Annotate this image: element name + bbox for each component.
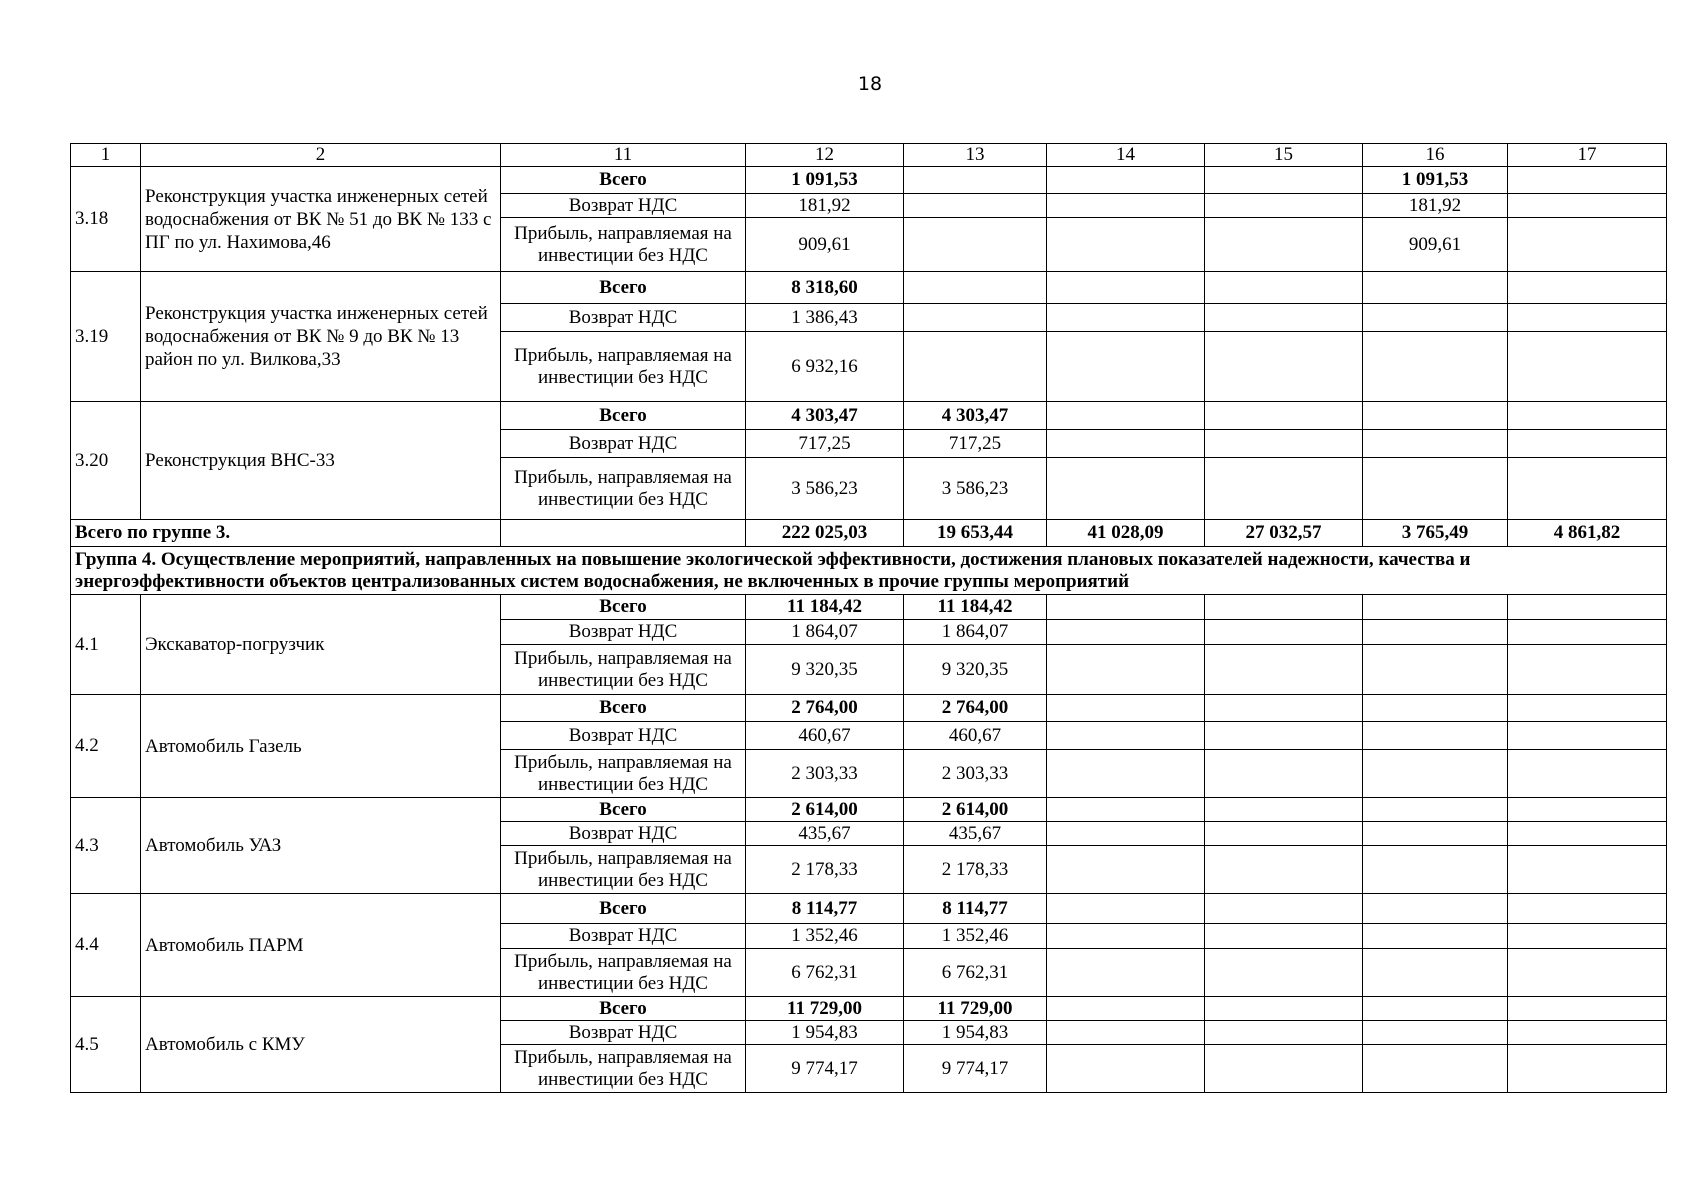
- value-cell: [1205, 430, 1363, 458]
- value-cell: [1508, 620, 1667, 645]
- group-total-value: 222 025,03: [746, 520, 904, 547]
- value-cell: [1363, 695, 1508, 722]
- value-cell: [1047, 620, 1205, 645]
- group-total-value: 4 861,82: [1508, 520, 1667, 547]
- item-code: 3.20: [71, 402, 141, 520]
- value-cell: 181,92: [746, 194, 904, 218]
- value-cell: [1047, 645, 1205, 695]
- value-cell: [1508, 822, 1667, 846]
- value-cell: 1 954,83: [904, 1021, 1047, 1045]
- value-cell: [904, 272, 1047, 304]
- value-cell: 11 729,00: [904, 997, 1047, 1021]
- value-cell: [1047, 332, 1205, 402]
- row-label: Возврат НДС: [501, 822, 746, 846]
- row-label: Прибыль, направляемая на инвестиции без НДС: [501, 645, 746, 695]
- value-cell: 1 864,07: [904, 620, 1047, 645]
- item-total-row: [71, 997, 1667, 1021]
- value-cell: [1047, 924, 1205, 949]
- value-cell: 1 864,07: [746, 620, 904, 645]
- value-cell: 8 114,77: [904, 894, 1047, 924]
- item-code: 4.3: [71, 798, 141, 894]
- value-cell: 460,67: [904, 722, 1047, 750]
- value-cell: 9 774,17: [746, 1045, 904, 1093]
- value-cell: [1363, 822, 1508, 846]
- row-label: Возврат НДС: [501, 194, 746, 218]
- value-cell: [1205, 218, 1363, 272]
- item-total-row: [71, 272, 1667, 304]
- value-cell: 1 091,53: [1363, 167, 1508, 194]
- value-cell: 2 614,00: [904, 798, 1047, 822]
- value-cell: 8 318,60: [746, 272, 904, 304]
- row-label: Возврат НДС: [501, 722, 746, 750]
- value-cell: [1205, 272, 1363, 304]
- value-cell: [1363, 1045, 1508, 1093]
- item-total-row: [71, 167, 1667, 194]
- value-cell: 717,25: [746, 430, 904, 458]
- value-cell: [1363, 645, 1508, 695]
- value-cell: [1047, 218, 1205, 272]
- value-cell: [1047, 1045, 1205, 1093]
- value-cell: [1047, 167, 1205, 194]
- value-cell: [1205, 798, 1363, 822]
- row-label: Возврат НДС: [501, 620, 746, 645]
- value-cell: [1508, 949, 1667, 997]
- row-label: Прибыль, направляемая на инвестиции без НДС: [501, 750, 746, 798]
- row-label: Возврат НДС: [501, 430, 746, 458]
- value-cell: [1047, 1021, 1205, 1045]
- value-cell: 1 352,46: [904, 924, 1047, 949]
- value-cell: [1047, 846, 1205, 894]
- group-total-value: 41 028,09: [1047, 520, 1205, 547]
- item-code: 3.18: [71, 167, 141, 272]
- value-cell: [1508, 332, 1667, 402]
- value-cell: [1363, 997, 1508, 1021]
- item-total-row: [71, 894, 1667, 924]
- item-total-row: [71, 595, 1667, 620]
- value-cell: [1508, 304, 1667, 332]
- value-cell: [904, 304, 1047, 332]
- value-cell: [1047, 822, 1205, 846]
- row-label: Всего: [501, 167, 746, 194]
- value-cell: [1508, 894, 1667, 924]
- value-cell: [904, 194, 1047, 218]
- value-cell: [1508, 1045, 1667, 1093]
- value-cell: [1508, 430, 1667, 458]
- column-header: 1: [71, 144, 141, 167]
- row-label: Возврат НДС: [501, 924, 746, 949]
- value-cell: [1363, 620, 1508, 645]
- row-label: Всего: [501, 798, 746, 822]
- item-name: Экскаватор-погрузчик: [141, 595, 501, 695]
- column-header: 15: [1205, 144, 1363, 167]
- value-cell: [1508, 218, 1667, 272]
- value-cell: [1363, 332, 1508, 402]
- value-cell: 1 352,46: [746, 924, 904, 949]
- value-cell: 2 303,33: [746, 750, 904, 798]
- value-cell: [1205, 402, 1363, 430]
- value-cell: [904, 167, 1047, 194]
- page-number: 18: [857, 73, 883, 95]
- value-cell: [1508, 695, 1667, 722]
- value-cell: 11 729,00: [746, 997, 904, 1021]
- column-header: 12: [746, 144, 904, 167]
- row-label: Возврат НДС: [501, 1021, 746, 1045]
- value-cell: 1 954,83: [746, 1021, 904, 1045]
- column-header: 13: [904, 144, 1047, 167]
- value-cell: [1363, 402, 1508, 430]
- value-cell: [1363, 595, 1508, 620]
- row-label: Всего: [501, 272, 746, 304]
- value-cell: [1047, 272, 1205, 304]
- value-cell: [1363, 846, 1508, 894]
- value-cell: [1205, 750, 1363, 798]
- value-cell: [1363, 798, 1508, 822]
- value-cell: [1508, 167, 1667, 194]
- row-label: Прибыль, направляемая на инвестиции без НДС: [501, 949, 746, 997]
- value-cell: 3 586,23: [904, 458, 1047, 520]
- value-cell: 4 303,47: [746, 402, 904, 430]
- value-cell: 909,61: [1363, 218, 1508, 272]
- item-total-row: [71, 695, 1667, 722]
- value-cell: [1047, 304, 1205, 332]
- value-cell: 460,67: [746, 722, 904, 750]
- value-cell: [1047, 894, 1205, 924]
- value-cell: [1508, 1021, 1667, 1045]
- value-cell: [1363, 750, 1508, 798]
- value-cell: [1205, 458, 1363, 520]
- value-cell: 181,92: [1363, 194, 1508, 218]
- value-cell: [1205, 194, 1363, 218]
- item-name: Автомобиль Газель: [141, 695, 501, 798]
- value-cell: [1363, 272, 1508, 304]
- value-cell: [1508, 595, 1667, 620]
- row-label: Прибыль, направляемая на инвестиции без НДС: [501, 846, 746, 894]
- group-title: Группа 4. Осуществление мероприятий, направленных на повышение экологической эффективности, достижения плановых показателей надежности, качества и энергоэффективности объектов централизованных систем водоснабжения, не включенных в прочие группы мероприятий: [71, 547, 1667, 595]
- value-cell: [1508, 722, 1667, 750]
- value-cell: [1363, 949, 1508, 997]
- value-cell: [1508, 798, 1667, 822]
- item-name: Реконструкция участка инженерных сетей водоснабжения от ВК № 51 до ВК № 133 с ПГ по ул. Нахимова,46: [141, 167, 501, 272]
- value-cell: [1047, 997, 1205, 1021]
- item-name: Автомобиль УАЗ: [141, 798, 501, 894]
- value-cell: [1205, 949, 1363, 997]
- column-number-row: [71, 144, 1667, 167]
- value-cell: [1508, 750, 1667, 798]
- group4-title-row: [71, 547, 1667, 595]
- value-cell: [1205, 304, 1363, 332]
- group-total-value: 3 765,49: [1363, 520, 1508, 547]
- value-cell: [1205, 846, 1363, 894]
- value-cell: [1047, 194, 1205, 218]
- value-cell: [1363, 1021, 1508, 1045]
- value-cell: [1508, 402, 1667, 430]
- investment-table: [70, 143, 1667, 1093]
- value-cell: 1 386,43: [746, 304, 904, 332]
- value-cell: [1508, 846, 1667, 894]
- value-cell: [1508, 272, 1667, 304]
- value-cell: [1047, 798, 1205, 822]
- item-total-row: [71, 402, 1667, 430]
- value-cell: [1205, 595, 1363, 620]
- value-cell: 2 178,33: [904, 846, 1047, 894]
- item-name: Реконструкция ВНС-33: [141, 402, 501, 520]
- value-cell: 2 614,00: [746, 798, 904, 822]
- value-cell: 3 586,23: [746, 458, 904, 520]
- group3-total-row: [71, 520, 1667, 547]
- value-cell: 4 303,47: [904, 402, 1047, 430]
- row-label: Всего: [501, 894, 746, 924]
- value-cell: 11 184,42: [746, 595, 904, 620]
- value-cell: [1508, 997, 1667, 1021]
- row-label: Возврат НДС: [501, 304, 746, 332]
- value-cell: 435,67: [746, 822, 904, 846]
- column-header: 14: [1047, 144, 1205, 167]
- item-name: Автомобиль с КМУ: [141, 997, 501, 1093]
- column-header: 17: [1508, 144, 1667, 167]
- row-label: Прибыль, направляемая на инвестиции без НДС: [501, 458, 746, 520]
- value-cell: [1205, 332, 1363, 402]
- value-cell: [1205, 822, 1363, 846]
- value-cell: [1508, 645, 1667, 695]
- value-cell: [1047, 458, 1205, 520]
- value-cell: 2 178,33: [746, 846, 904, 894]
- value-cell: 9 320,35: [904, 645, 1047, 695]
- value-cell: [1047, 750, 1205, 798]
- row-label: Всего: [501, 595, 746, 620]
- value-cell: [1047, 722, 1205, 750]
- row-label: Всего: [501, 997, 746, 1021]
- value-cell: 9 774,17: [904, 1045, 1047, 1093]
- item-code: 4.4: [71, 894, 141, 997]
- value-cell: [1205, 924, 1363, 949]
- value-cell: [1363, 894, 1508, 924]
- value-cell: 435,67: [904, 822, 1047, 846]
- item-total-row: [71, 798, 1667, 822]
- row-label: Всего: [501, 402, 746, 430]
- group-total-value: 19 653,44: [904, 520, 1047, 547]
- row-label: Прибыль, направляемая на инвестиции без НДС: [501, 218, 746, 272]
- value-cell: 717,25: [904, 430, 1047, 458]
- value-cell: [1363, 304, 1508, 332]
- item-code: 4.2: [71, 695, 141, 798]
- value-cell: 2 303,33: [904, 750, 1047, 798]
- row-label: Всего: [501, 695, 746, 722]
- value-cell: 2 764,00: [904, 695, 1047, 722]
- item-name: Реконструкция участка инженерных сетей водоснабжения от ВК № 9 до ВК № 13 район по ул. Вилкова,33: [141, 272, 501, 402]
- value-cell: [1047, 402, 1205, 430]
- value-cell: [1363, 924, 1508, 949]
- value-cell: 2 764,00: [746, 695, 904, 722]
- value-cell: [904, 332, 1047, 402]
- column-header: 16: [1363, 144, 1508, 167]
- value-cell: [1047, 430, 1205, 458]
- value-cell: [1205, 620, 1363, 645]
- column-header: 2: [141, 144, 501, 167]
- value-cell: [1205, 722, 1363, 750]
- value-cell: [1205, 997, 1363, 1021]
- empty-cell: [501, 520, 746, 547]
- group-total-label: Всего по группе 3.: [71, 520, 501, 547]
- value-cell: [1047, 695, 1205, 722]
- value-cell: 6 762,31: [746, 949, 904, 997]
- item-code: 3.19: [71, 272, 141, 402]
- item-code: 4.5: [71, 997, 141, 1093]
- value-cell: [1205, 167, 1363, 194]
- value-cell: 6 762,31: [904, 949, 1047, 997]
- value-cell: [1047, 949, 1205, 997]
- value-cell: 1 091,53: [746, 167, 904, 194]
- item-code: 4.1: [71, 595, 141, 695]
- value-cell: [1508, 194, 1667, 218]
- row-label: Прибыль, направляемая на инвестиции без НДС: [501, 1045, 746, 1093]
- value-cell: [1508, 924, 1667, 949]
- value-cell: 11 184,42: [904, 595, 1047, 620]
- value-cell: 909,61: [746, 218, 904, 272]
- value-cell: 6 932,16: [746, 332, 904, 402]
- value-cell: [904, 218, 1047, 272]
- value-cell: [1363, 430, 1508, 458]
- item-name: Автомобиль ПАРМ: [141, 894, 501, 997]
- group-total-value: 27 032,57: [1205, 520, 1363, 547]
- value-cell: [1363, 722, 1508, 750]
- value-cell: 9 320,35: [746, 645, 904, 695]
- value-cell: [1508, 458, 1667, 520]
- value-cell: [1047, 595, 1205, 620]
- value-cell: [1363, 458, 1508, 520]
- value-cell: 8 114,77: [746, 894, 904, 924]
- value-cell: [1205, 1021, 1363, 1045]
- value-cell: [1205, 894, 1363, 924]
- value-cell: [1205, 645, 1363, 695]
- value-cell: [1205, 1045, 1363, 1093]
- row-label: Прибыль, направляемая на инвестиции без НДС: [501, 332, 746, 402]
- column-header: 11: [501, 144, 746, 167]
- value-cell: [1205, 695, 1363, 722]
